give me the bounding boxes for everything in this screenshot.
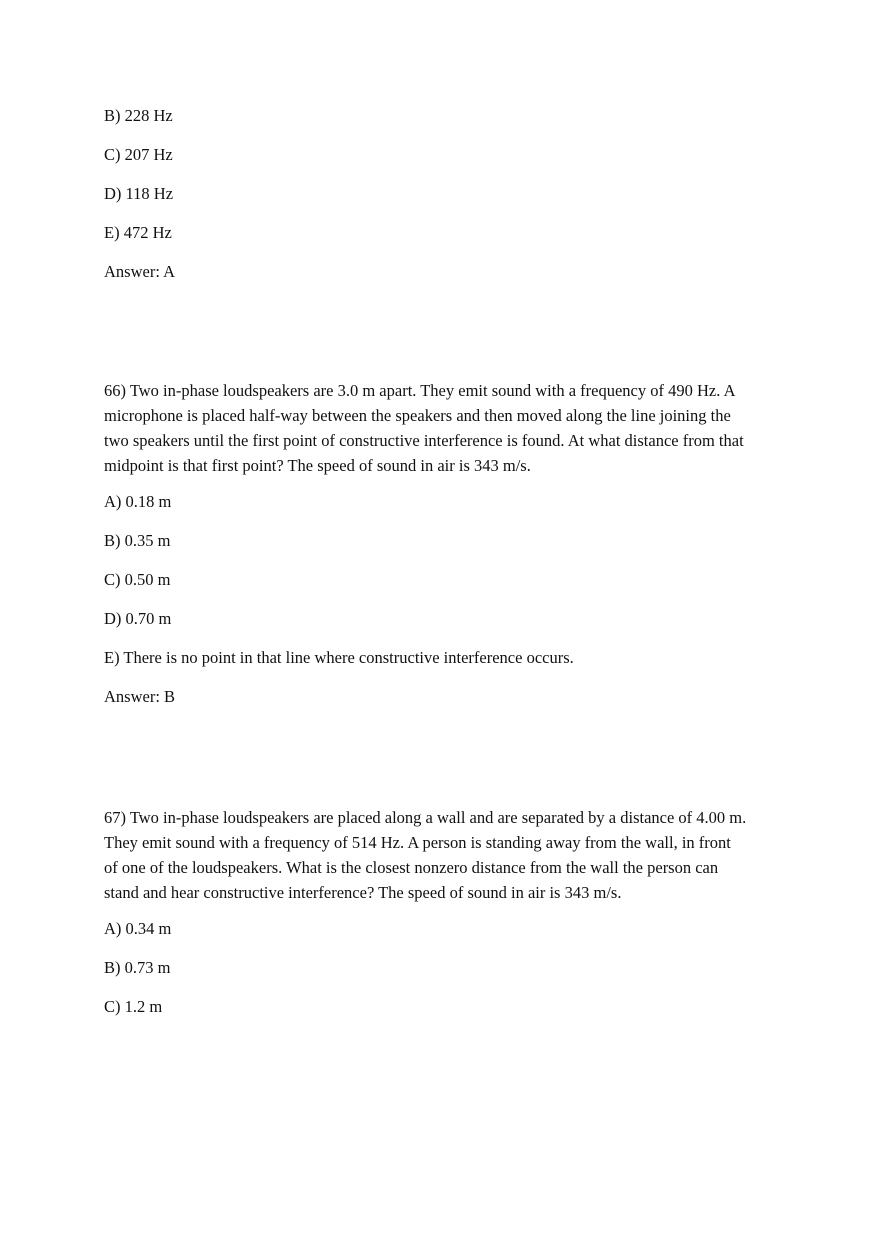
question-line: two speakers until the first point of constructive interference is found. At what distance from that (104, 431, 744, 450)
answer: Answer: A (104, 262, 176, 281)
option-e: E) 472 Hz (104, 223, 172, 242)
option-d: D) 0.70 m (104, 609, 172, 628)
option-b: B) 228 Hz (104, 106, 173, 125)
option-c: C) 0.50 m (104, 570, 171, 589)
question-66-text (104, 378, 780, 478)
option-c: C) 1.2 m (104, 997, 163, 1016)
option-e: E) There is no point in that line where constructive interference occurs. (104, 648, 574, 667)
question-line: of one of the loudspeakers. What is the closest nonzero distance from the wall the person can (104, 858, 719, 877)
question-line: 66) Two in-phase loudspeakers are 3.0 m apart. They emit sound with a frequency of 490 Hz. A (104, 381, 736, 400)
option-b: B) 0.73 m (104, 958, 171, 977)
option-b: B) 0.35 m (104, 531, 171, 550)
option-d: D) 118 Hz (104, 184, 174, 203)
question-line: microphone is placed half-way between the speakers and then moved along the line joining the (104, 406, 731, 425)
question-line: 67) Two in-phase loudspeakers are placed along a wall and are separated by a distance of 4.00 m. (104, 808, 747, 827)
answer: Answer: B (104, 687, 176, 706)
option-c: C) 207 Hz (104, 145, 173, 164)
question-67-text (104, 805, 780, 905)
question-line: They emit sound with a frequency of 514 Hz. A person is standing away from the wall, in front (104, 833, 731, 852)
option-a: A) 0.34 m (104, 919, 172, 938)
option-a: A) 0.18 m (104, 492, 172, 511)
question-line: stand and hear constructive interference? The speed of sound in air is 343 m/s. (104, 883, 622, 902)
question-line: midpoint is that first point? The speed of sound in air is 343 m/s. (104, 456, 531, 475)
